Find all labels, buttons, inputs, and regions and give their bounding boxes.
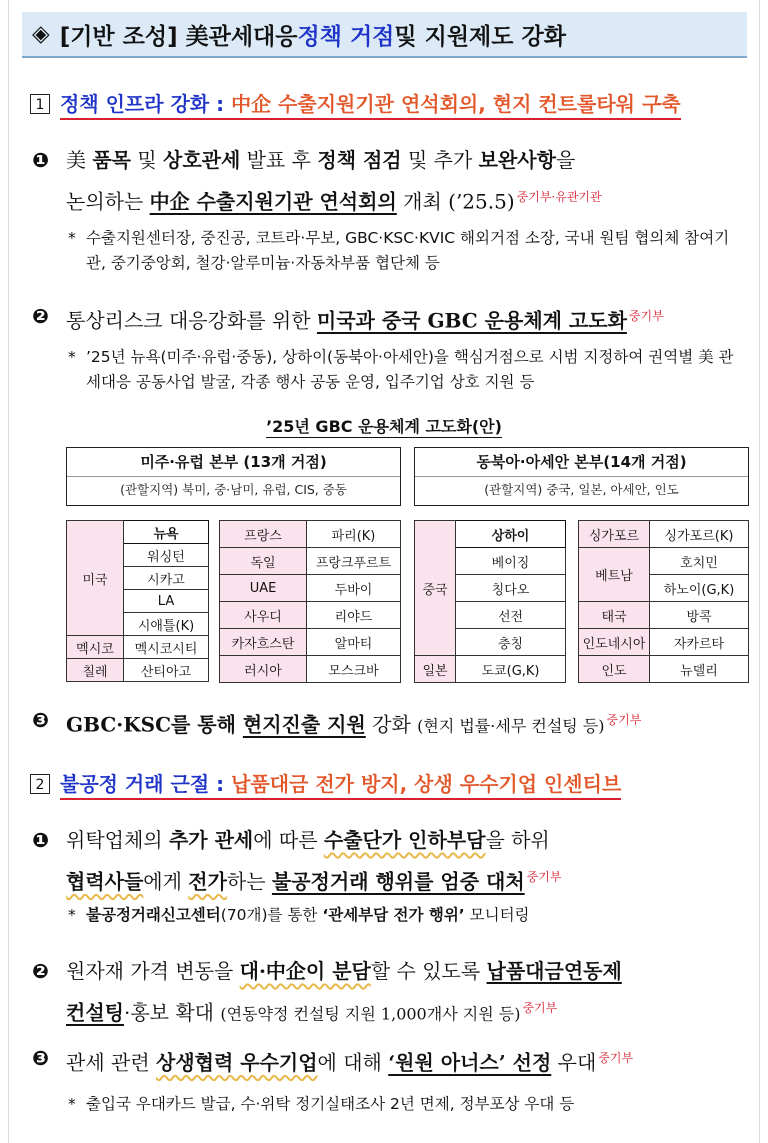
title-rest: 및 지원제도 강화 xyxy=(394,23,566,50)
note-2-1: * 불공정거래신고센터(70개)를 통한 ‘관세부담 전가 행위’ 모니터링 xyxy=(68,906,530,924)
ministry-tag: 중기부·유관기관 xyxy=(516,190,602,204)
section-number-box: 1 xyxy=(30,94,50,114)
hub-northeast-asia: 동북아·아세안 본부(14개 거점) (관할지역) 중국, 일본, 아세안, 인도 xyxy=(414,447,749,506)
section-2-heading xyxy=(30,768,621,800)
item-1-2: ❷ 통상리스크 대응강화를 위한 미국과 중국 GBC 운용체계 고도화 $^{중기부}$ xyxy=(32,298,747,340)
title-prefix: [기반 조성] 美 xyxy=(59,23,209,50)
title-highlight: 정책 거점 xyxy=(297,23,395,50)
bullet-3-icon: ❸ xyxy=(32,1046,49,1070)
bullet-2-icon: ❷ xyxy=(32,959,49,983)
section-number-box: 2 xyxy=(30,774,50,794)
table-asean-india: 싱가포르 싱가포르(K) 베트남 호치민 하노이(G,K) 태국 방콕 인도네시아 자카르타 인도 뉴델리 xyxy=(578,520,749,683)
ministry-tag: 중기부 xyxy=(598,1051,634,1065)
bullet-3-icon: ❸ xyxy=(32,708,49,732)
item-2-3: ❸ 관세 관련 상생협력 우수기업에 대해 ‘원원 아너스’ 선정 우대 $^{중기부}$ xyxy=(32,1040,747,1082)
item-2-1: ❶ 위탁업체의 추가 관세에 따른 수출단가 인하부담을 하위 협력사들에게 전가하는 불공정거래 행위를 엄중 대처 $^{중기부}$ xyxy=(32,822,747,901)
hub-americas-europe: 미주·유럽 본부 (13개 거점) (관할지역) 북미, 중·남미, 유럽, CIS, 중동 xyxy=(66,447,401,506)
ministry-tag: 중기부 xyxy=(606,713,642,727)
table-europe-middle-east: 프랑스 파리(K) 독일 프랑크푸르트 UAE 두바이 사우디 리야드 카자흐스탄 알마티 러시아 모스크바 xyxy=(219,520,401,683)
section-1-heading xyxy=(30,88,681,120)
gbc-diagram-title: ’25년 GBC 운용체계 고도화(안) xyxy=(266,417,502,436)
bullet-2-icon: ❷ xyxy=(32,304,49,328)
table-americas: 미국 뉴욕 워싱턴 시카고 LA 시애틀(K) 멕시코 멕시코시티 칠레 산티아고 xyxy=(66,520,209,682)
ministry-tag: 중기부 xyxy=(628,309,664,323)
item-1-1: ❶ 美 품목 및 상호관세 발표 후 정책 점검 및 추가 보완사항을 논의하는 中企 수출지원기관 연석회의 개최 (’25.5) $^{중기부\cdot 유관기관}$ xyxy=(32,142,747,221)
item-2-2: ❷ 원자재 가격 변동을 대·中企이 분담할 수 있도록 납품대금연동제 컨설팅·홍보 확대 (연동약정 컨설팅 지원 1,000개사 지원 등) $^{중기부}$ xyxy=(32,953,747,1033)
note-2-3: * 출입국 우대카드 발급, 수·위탁 정기실태조사 2년 면제, 정부포상 우대 등 xyxy=(68,1095,575,1113)
title-main: 관세대응 xyxy=(208,23,298,50)
section-1-label: 정책 인프라 강화 : 中企 수출지원기관 연석회의, 현지 컨트롤타워 구축 xyxy=(60,88,681,120)
section-2-label: 불공정 거래 근절 : 납품대금 전가 방지, 상생 우수기업 인센티브 xyxy=(60,768,621,800)
item-1-3: ❸ GBC·KSC를 통해 현지진출 지원 강화 (현지 법률·세무 컨설팅 등) $^{중기부}$ xyxy=(32,702,747,745)
bullet-1-icon: ❶ xyxy=(32,828,49,852)
table-china-japan: 중국 상하이 베이징 칭다오 선전 충칭 일본 도쿄(G,K) xyxy=(414,520,566,683)
note-1-1: * 수출지원센터장, 중진공, 코트라·무보, GBC·KSC·KVIC 해외거점 소장, 국내 원팀 협의체 참여기관, 중기중앙회, 철강·알루미늄·자동차부품 협단체 등 xyxy=(68,229,730,272)
ministry-tag: 중기부 xyxy=(526,870,562,884)
bullet-1-icon: ❶ xyxy=(32,148,49,172)
section-title-bar xyxy=(22,12,747,58)
ministry-tag: 중기부 xyxy=(522,1001,558,1015)
note-1-2: * ’25년 뉴욕(미주·유럽·중동), 상하이(동북아·아세안)을 핵심거점으로 시범 지정하여 권역별 美 관세대응 공동사업 발굴, 각종 행사 공동 운영, 입주기업 상호 지원 등 xyxy=(68,348,734,391)
diamond-icon: ◈ xyxy=(32,21,50,47)
